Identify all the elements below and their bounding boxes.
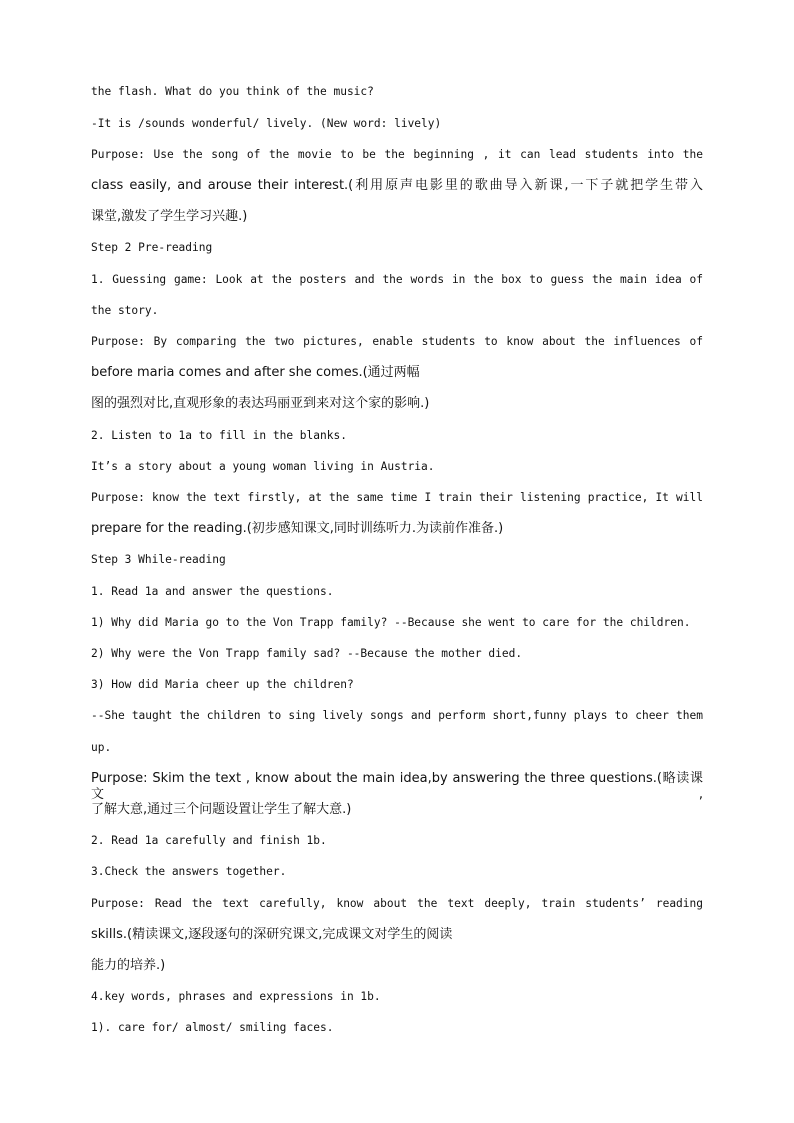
text-line: 了解大意,通过三个问题设置让学生了解大意.) [91,802,352,817]
text-line: 2. Read 1a carefully and finish 1b. [91,834,327,847]
question-line: 1) Why did Maria go to the Von Trapp family? --Because she went to care for the children. [91,616,691,629]
text-line: It’s a story about a young woman living in Austria. [91,460,435,473]
text-line: the flash. What do you think of the music? [91,85,374,98]
text-line: 图的强烈对比,直观形象的表达玛丽亚到来对这个家的影响.) [91,396,430,411]
section-heading: Step 3 While-reading [91,553,226,566]
text-line: 课堂,激发了学生学习兴趣.) [91,209,248,224]
text-line: Purpose: Use the song of the movie to be the beginning , it can lead students into the [91,148,703,161]
text-line: Purpose: By comparing the two pictures, enable students to know about the influences of [91,335,703,348]
text-line: 2. Listen to 1a to fill in the blanks. [91,429,347,442]
text-line: Purpose: know the text firstly, at the same time I train their listening practice, It will [91,491,703,504]
text-line: 能力的培养.) [91,958,166,973]
section-heading: Step 2 Pre-reading [91,241,213,254]
answer-line: up. [91,741,112,754]
text-line: 3.Check the answers together. [91,865,287,878]
text-line: Purpose: Skim the text , know about the main idea,by answering the three questions.(略读课文, [91,771,703,802]
question-line: 2) Why were the Von Trapp family sad? --Because the mother died. [91,647,523,660]
text-line: Purpose: Read the text carefully, know about the text deeply, train students’ reading [91,897,703,910]
answer-line: --She taught the children to sing lively songs and perform short,funny plays to cheer them [91,709,703,722]
text-line: prepare for the reading.(初步感知课文,同时训练听力.为读前作准备.) [91,521,504,536]
text-line: class easily, and arouse their interest.(利用原声电影里的歌曲导入新课,一下子就把学生带入 [91,178,703,193]
text-line: before maria comes and after she comes.(通过两幅 [91,365,420,380]
text-line: 1. Guessing game: Look at the posters and the words in the box to guess the main idea of [91,273,703,286]
text-line: -It is /sounds wonderful/ lively. (New word: lively) [91,117,442,130]
question-line: 3) How did Maria cheer up the children? [91,678,354,691]
text-line: 1. Read 1a and answer the questions. [91,585,334,598]
text-line: skills.(精读课文,逐段逐句的深研究课文,完成课文对学生的阅读 [91,927,453,942]
text-line: the story. [91,304,159,317]
text-line: 1). care for/ almost/ smiling faces. [91,1021,334,1034]
text-line: 4.key words, phrases and expressions in 1b. [91,990,381,1003]
